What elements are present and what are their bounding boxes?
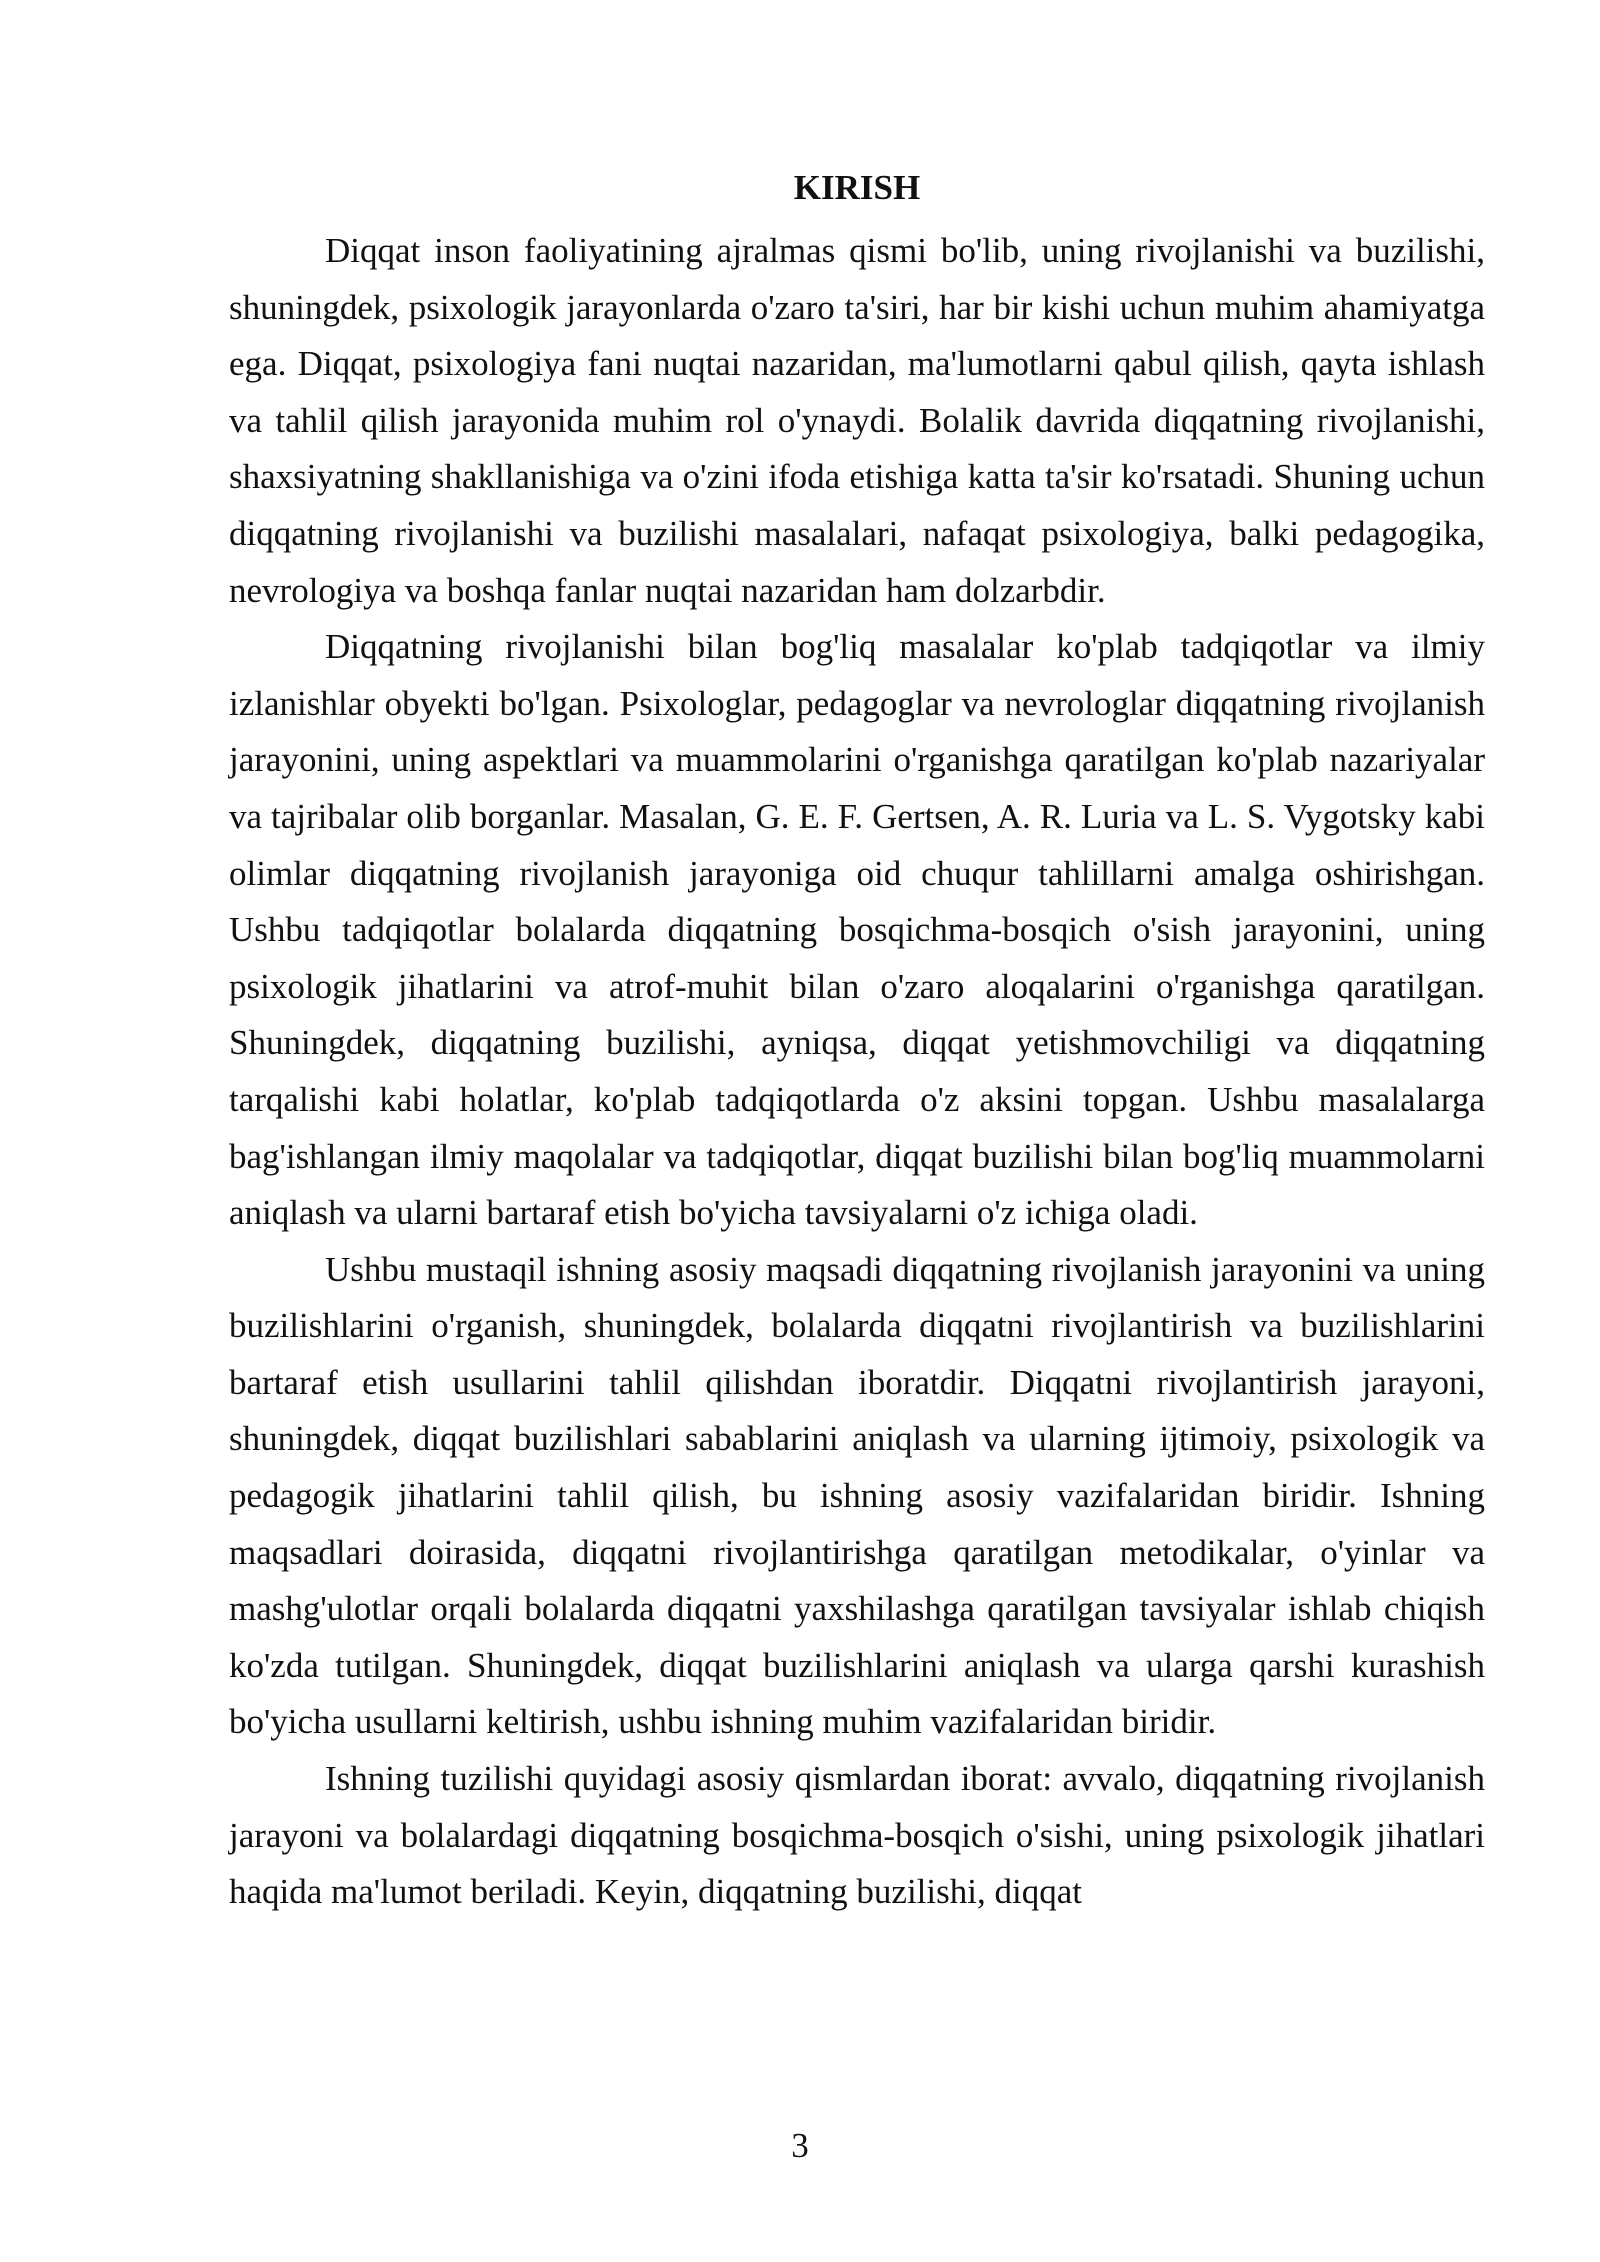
paragraph-4: Ishning tuzilishi quyidagi asosiy qismlardan iborat: avvalo, diqqatning rivojlanish jarayoni va bolalardagi diqqatning bosqichma-bosqich o'sishi, uning psixologik jihatlari haqida ma'lumot beriladi. Keyin, diqqatning buzilishi, diqqat bbox=[229, 1759, 1485, 1912]
paragraph-1: Diqqat inson faoliyatining ajralmas qismi bo'lib, uning rivojlanishi va buzilishi, shuningdek, psixologik jarayonlarda o'zaro ta'siri, har bir kishi uchun muhim ahamiyatga ega. Diqqat, psixologiya fani nuqtai nazaridan, ma'lumotlarni qabul qilish, qayta ishlash va tahlil qilish jarayonida muhim rol o'ynaydi. Bolalik davrida diqqatning rivojlanishi, shaxsiyatning shakllanishiga va o'zini ifoda etishiga katta ta'sir ko'rsatadi. Shuning uchun diqqatning rivojlanishi va buzilishi masalalari, nafaqat psixologiya, balki pedagogika, nevrologiya va boshqa fanlar nuqtai nazaridan ham dolzarbdir. bbox=[229, 231, 1485, 610]
section-title: KIRISH bbox=[793, 168, 921, 207]
paragraph-3: Ushbu mustaqil ishning asosiy maqsadi diqqatning rivojlanish jarayonini va uning buzilishlarini o'rganish, shuningdek, bolalarda diqqatni rivojlantirish va buzilishlarini bartaraf etish usullarini tahlil qilishdan iboratdir. Diqqatni rivojlantirish jarayoni, shuningdek, diqqat buzilishlari sabablarini aniqlash va ularning ijtimoiy, psixologik va pedagogik jihatlarini tahlil qilish, bu ishning asosiy vazifalaridan biridir. Ishning maqsadlari doirasida, diqqatni rivojlantirishga qaratilgan metodikalar, o'yinlar va mashg'ulotlar orqali bolalarda diqqatni yaxshilashga qaratilgan tavsiyalar ishlab chiqish ko'zda tutilgan. Shuningdek, diqqat buzilishlarini aniqlash va ularga qarshi kurashish bo'yicha usullarni keltirish, ushbu ishning muhim vazifalaridan biridir. bbox=[229, 1249, 1485, 1742]
page-body bbox=[229, 160, 1485, 1921]
paragraph-2: Diqqatning rivojlanishi bilan bog'liq masalalar ko'plab tadqiqotlar va ilmiy izlanishlar obyekti bo'lgan. Psixologlar, pedagoglar va nevrologlar diqqatning rivojlanish jarayonini, uning aspektlari va muammolarini o'rganishga qaratilgan ko'plab nazariyalar va tajribalar olib borganlar. Masalan, G. E. F. Gertsen, A. R. Luria va L. S. Vygotsky kabi olimlar diqqatning rivojlanish jarayoniga oid chuqur tahlillarni amalga oshirishgan. Ushbu tadqiqotlar bolalarda diqqatning bosqichma-bosqich o'sish jarayonini, uning psixologik jihatlarini va atrof-muhit bilan o'zaro aloqalarini o'rganishga qaratilgan. Shuningdek, diqqatning buzilishi, ayniqsa, diqqat yetishmovchiligi va diqqatning tarqalishi kabi holatlar, ko'plab tadqiqotlarda o'z aksini topgan. Ushbu masalalarga bag'ishlangan ilmiy maqolalar va tadqiqotlar, diqqat buzilishi bilan bog'liq muammolarni aniqlash va ularni bartaraf etish bo'yicha tavsiyalarni o'z ichiga oladi. bbox=[229, 627, 1485, 1233]
page-number: 3 bbox=[791, 2126, 809, 2165]
